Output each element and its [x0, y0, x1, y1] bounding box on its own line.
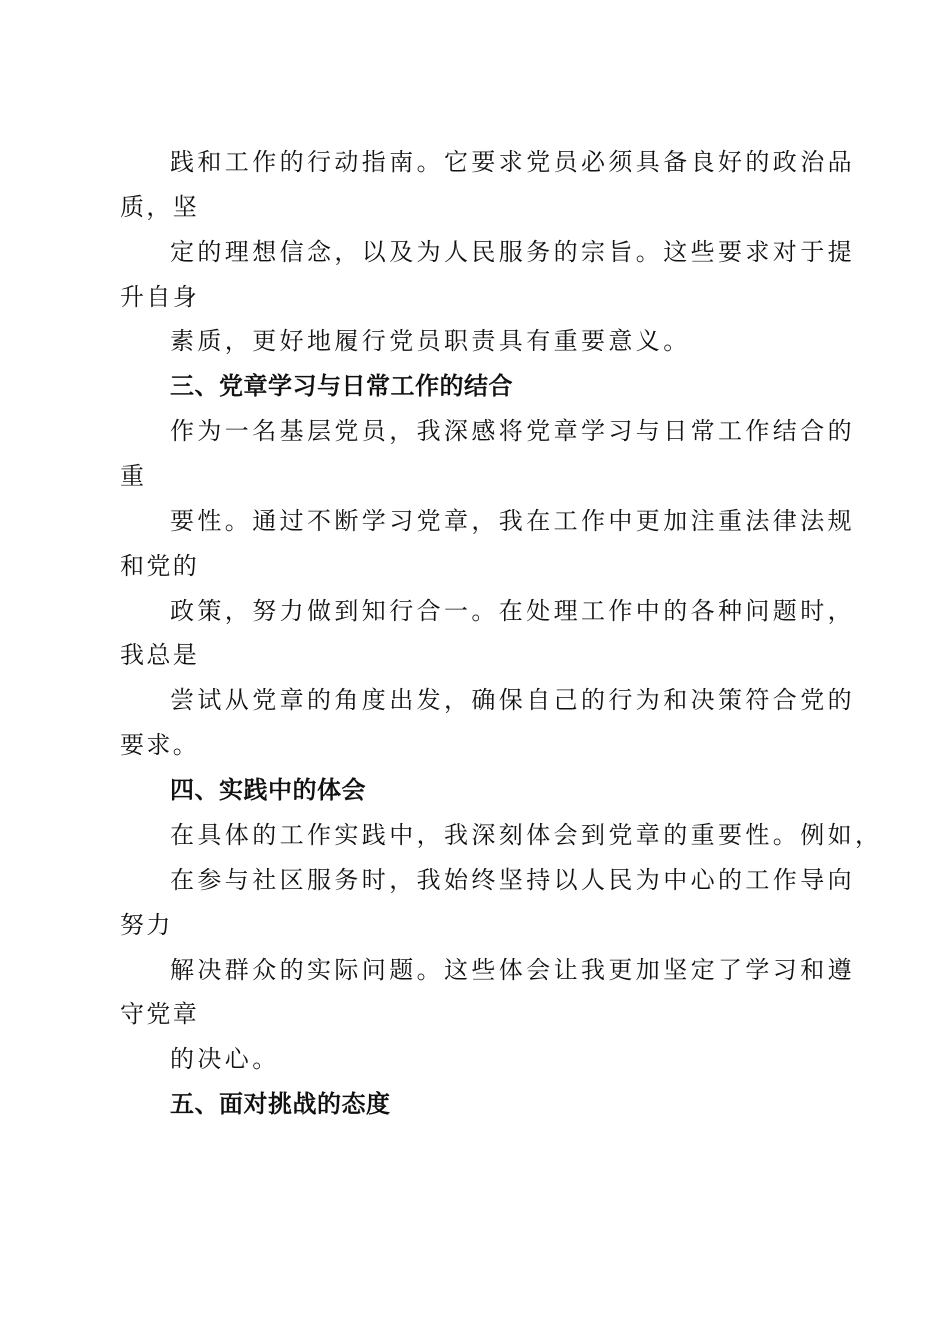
section-heading: 五、面对挑战的态度	[170, 1090, 391, 1118]
paragraph-line: 解决群众的实际问题。这些体会让我更加坚定了学习和遵	[170, 956, 855, 984]
paragraph-line: 质，坚	[120, 193, 200, 221]
paragraph-line: 政策，努力做到知行合一。在处理工作中的各种问题时，	[170, 597, 855, 625]
paragraph-line: 尝试从党章的角度出发，确保自己的行为和决策符合党的	[170, 686, 855, 714]
section-heading: 四、实践中的体会	[170, 776, 366, 804]
paragraph-line: 素质，更好地履行党员职责具有重要意义。	[170, 327, 691, 355]
paragraph-line: 在参与社区服务时，我始终坚持以人民为中心的工作导向	[170, 866, 855, 894]
paragraph-line: 努力	[120, 911, 173, 939]
paragraph-line: 重	[120, 462, 147, 490]
section-heading: 三、党章学习与日常工作的结合	[170, 372, 513, 400]
paragraph-line: 升自身	[120, 283, 200, 311]
paragraph-line: 我总是	[120, 641, 200, 669]
paragraph-line: 作为一名基层党员，我深感将党章学习与日常工作结合的	[170, 417, 855, 445]
paragraph-line: 定的理想信念，以及为人民服务的宗旨。这些要求对于提	[170, 238, 855, 266]
paragraph-line: 在具体的工作实践中，我深刻体会到党章的重要性。例如，	[170, 821, 883, 849]
paragraph-line: 守党章	[120, 1000, 200, 1028]
paragraph-line: 践和工作的行动指南。它要求党员必须具备良好的政治品	[170, 148, 855, 176]
paragraph-line: 和党的	[120, 552, 200, 580]
paragraph-line: 要求。	[120, 731, 200, 759]
paragraph-line: 的决心。	[170, 1045, 280, 1073]
paragraph-line: 要性。通过不断学习党章，我在工作中更加注重法律法规	[170, 507, 855, 535]
